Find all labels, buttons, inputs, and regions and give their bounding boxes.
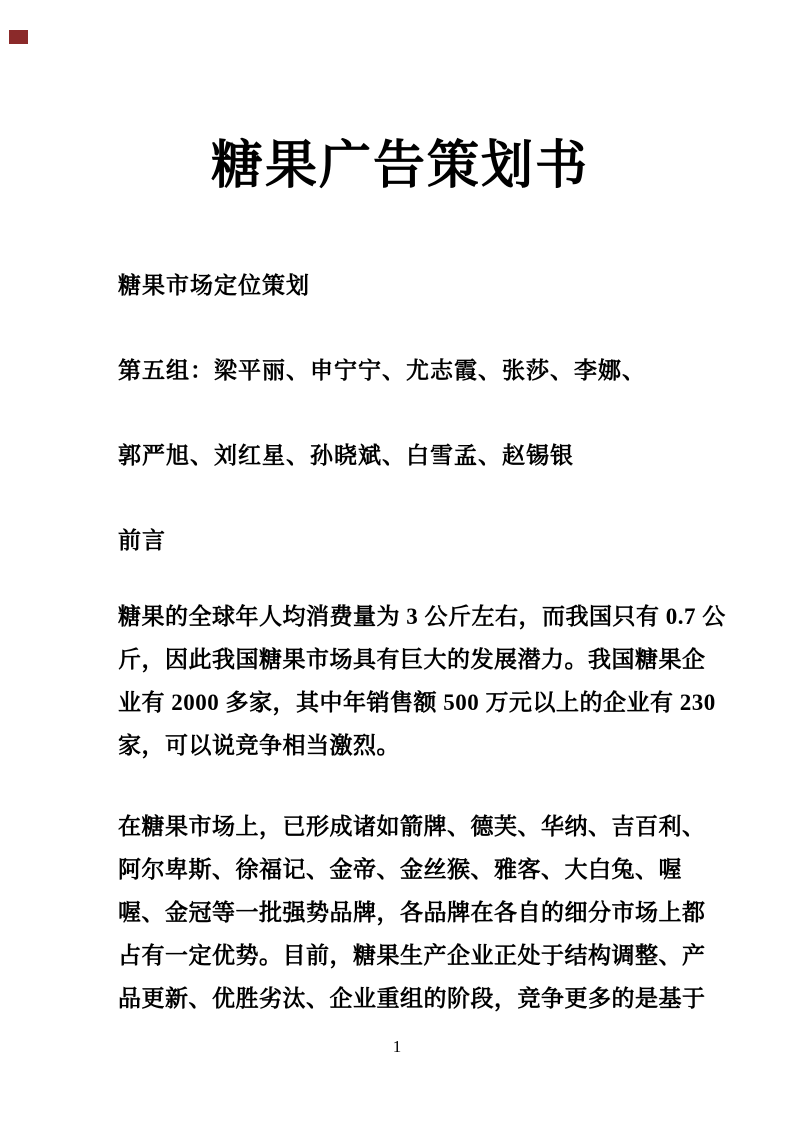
document-content bbox=[118, 0, 726, 1020]
body-line: 喔、金冠等一批强势品牌，各品牌在各自的细分市场上都 bbox=[118, 900, 706, 925]
body-line: 家，可以说竞争相当激烈。 bbox=[118, 733, 400, 758]
body-line: 阿尔卑斯、徐福记、金帝、金丝猴、雅客、大白兔、喔 bbox=[118, 857, 682, 882]
paragraph-market-size bbox=[118, 595, 726, 767]
authors-line-2: 郭严旭、刘红星、孙晓斌、白雪孟、赵锡银 bbox=[118, 443, 574, 468]
body-line: 斤，因此我国糖果市场具有巨大的发展潜力。我国糖果企 bbox=[118, 647, 706, 672]
paragraph-competition bbox=[118, 805, 706, 1020]
document-title: 糖果广告策划书 bbox=[210, 138, 589, 195]
section-heading-foreword: 前言 bbox=[118, 528, 166, 553]
page-number: 1 bbox=[392, 1037, 402, 1056]
body-line: 糖果的全球年人均消费量为 3 公斤左右，而我国只有 0.7 公 bbox=[118, 604, 726, 629]
authors-line-1: 第五组：梁平丽、申宁宁、尤志霞、张莎、李娜、 bbox=[118, 358, 646, 383]
document-subtitle: 糖果市场定位策划 bbox=[118, 273, 310, 298]
red-marker-icon bbox=[9, 30, 28, 44]
body-line: 在糖果市场上，已形成诸如箭牌、德芙、华纳、吉百利、 bbox=[118, 814, 706, 839]
body-line: 占有一定优势。目前，糖果生产企业正处于结构调整、产 bbox=[118, 943, 706, 968]
body-line: 业有 2000 多家，其中年销售额 500 万元以上的企业有 230 bbox=[118, 690, 716, 715]
body-line: 品更新、优胜劣汰、企业重组的阶段，竞争更多的是基于 bbox=[118, 986, 706, 1011]
